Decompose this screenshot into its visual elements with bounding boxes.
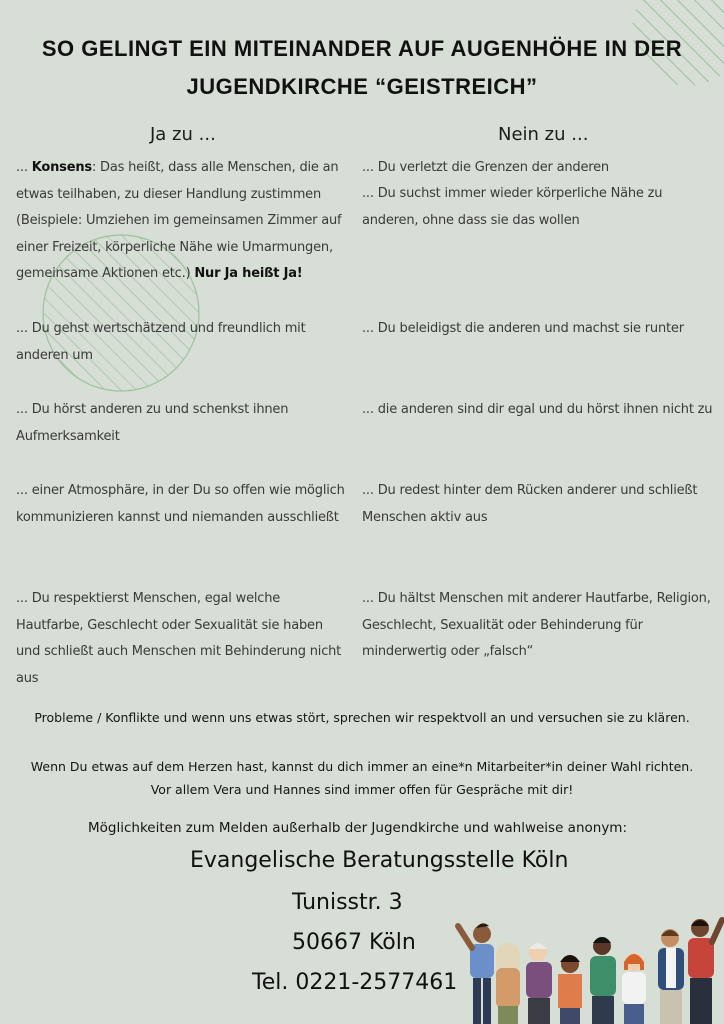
contact-city: 50667 Köln (292, 930, 416, 955)
person-figure (496, 943, 520, 1024)
staff-note-line-2: Vor allem Vera und Hannes sind immer offen für Gespräche mit dir! (150, 782, 574, 797)
contact-phone: Tel. 0221-2577461 (252, 970, 458, 995)
no-item-discrimination: ... Du hältst Menschen mit anderer Hautfarbe, Religion, Geschlecht, Sexualität oder Behinderung für minderwertig oder „falsch“ (362, 591, 711, 659)
person-figure (622, 953, 646, 1024)
no-item-closeness: ... Du suchst immer wieder körperliche Nähe zu anderen, ohne dass sie das wollen (362, 186, 663, 228)
yes-item-atmosphere: ... einer Atmosphäre, in der Du so offen wie möglich kommunizieren kannst und niemanden ausschließt (16, 483, 345, 525)
yes-item-appreciation: ... Du gehst wertschätzend und freundlich mit anderen um (16, 321, 306, 363)
yes-item-respect: ... Du respektierst Menschen, egal welche Hautfarbe, Geschlecht oder Sexualität sie haben und schließt auch Menschen mit Behinderung nicht aus (16, 591, 342, 686)
yes-item-consent (16, 155, 350, 288)
no-item-gossip: ... Du redest hinter dem Rücken anderer und schließt Menschen aktiv aus (362, 483, 698, 525)
yes-item-prefix: ... (16, 160, 28, 175)
no-column-heading: Nein zu ... (498, 124, 589, 145)
contact-street: Tunisstr. 3 (292, 890, 403, 915)
person-figure (590, 937, 616, 1024)
no-item-insults: ... Du beleidigst die anderen und machst sie runter (362, 321, 684, 336)
yes-item-text: : Das heißt, dass alle Menschen, die an etwas teilhaben, zu dieser Handlung zustimmen (Beispiele: Umziehen im gemeinsamen Zimmer auf einer Freizeit, körperliche Nähe wie Umarmungen, gemeinsame Aktionen etc.) (16, 160, 342, 281)
contact-org-name: Evangelische Beratungsstelle Köln (190, 848, 569, 873)
yes-column-heading: Ja zu ... (150, 124, 216, 145)
yes-item-bold-tail: Nur Ja heißt Ja! (194, 266, 303, 281)
staff-note-line-1: Wenn Du etwas auf dem Herzen hast, kannst du dich immer an eine*n Mitarbeiter*in deiner Wahl richten. (30, 759, 694, 774)
page-title (0, 30, 724, 106)
person-figure (526, 943, 552, 1024)
yes-item-bold-lead: Konsens (31, 160, 92, 175)
conflicts-note: Probleme / Konflikte und wenn uns etwas stört, sprechen wir respektvoll an und versuchen sie zu klären. (34, 710, 690, 725)
person-figure (658, 929, 684, 1024)
title-line-2: JUGENDKIRCHE “GEISTREICH” (186, 74, 538, 99)
no-item-boundaries: ... Du verletzt die Grenzen der anderen (362, 160, 609, 175)
contact-intro: Möglichkeiten zum Melden außerhalb der Jugendkirche und wahlweise anonym: (88, 820, 628, 836)
title-line-1: SO GELINGT EIN MITEINANDER AUF AUGENHÖHE IN DER (41, 36, 683, 61)
people-group-illustration (446, 912, 724, 1024)
yes-item-listening: ... Du hörst anderen zu und schenkst ihnen Aufmerksamkeit (16, 402, 289, 444)
person-figure (558, 955, 582, 1024)
person-figure (688, 919, 722, 1024)
no-item-indifference: ... die anderen sind dir egal und du hörst ihnen nicht zu (362, 402, 713, 417)
person-figure (458, 923, 494, 1024)
